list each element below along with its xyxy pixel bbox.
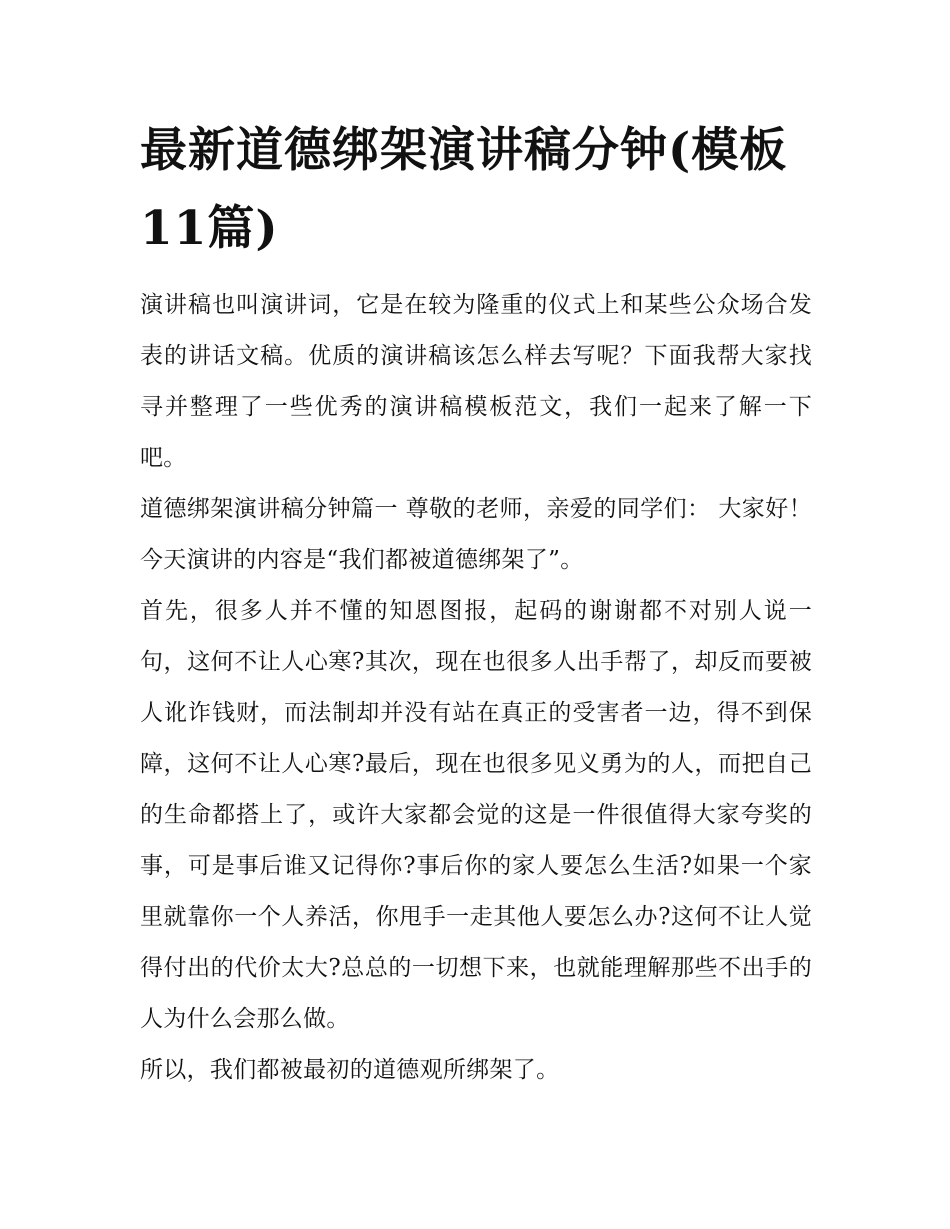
paragraph-intro: 演讲稿也叫演讲词，它是在较为隆重的仪式上和某些公众场合发表的讲话文稿。优质的演讲稿该怎么样去写呢？下面我帮大家找寻并整理了一些优秀的演讲稿模板范文，我们一起来了解一下吧。 bbox=[140, 292, 812, 471]
document-title: 最新道德绑架演讲稿分钟(模板11篇) bbox=[140, 123, 788, 256]
document-page bbox=[140, 112, 812, 1096]
paragraph-greeting: 道德绑架演讲稿分钟篇一 尊敬的老师，亲爱的同学们： 大家好！ 今天演讲的内容是“我们都被道德绑架了”。 bbox=[140, 496, 812, 573]
paragraph-conclusion: 所以，我们都被最初的道德观所绑架了。 bbox=[140, 1057, 560, 1083]
paragraph-body: 首先，很多人并不懂的知恩图报，起码的谢谢都不对别人说一句，这何不让人心寒?其次，现在也很多人出手帮了，却反而要被人讹诈钱财，而法制却并没有站在真正的受害者一边，得不到保障，这何不让人心寒?最后，现在也很多见义勇为的人，而把自己的生命都搭上了，或许大家都会觉的这是一件很值得大家夸奖的事，可是事后谁又记得你?事后你的家人要怎么生活?如果一个家里就靠你一个人养活，你甩手一走其他人要怎么办?这何不让人觉得付出的代价太大?总总的一切想下来，也就能理解那些不出手的人为什么会那么做。 bbox=[140, 598, 812, 1032]
